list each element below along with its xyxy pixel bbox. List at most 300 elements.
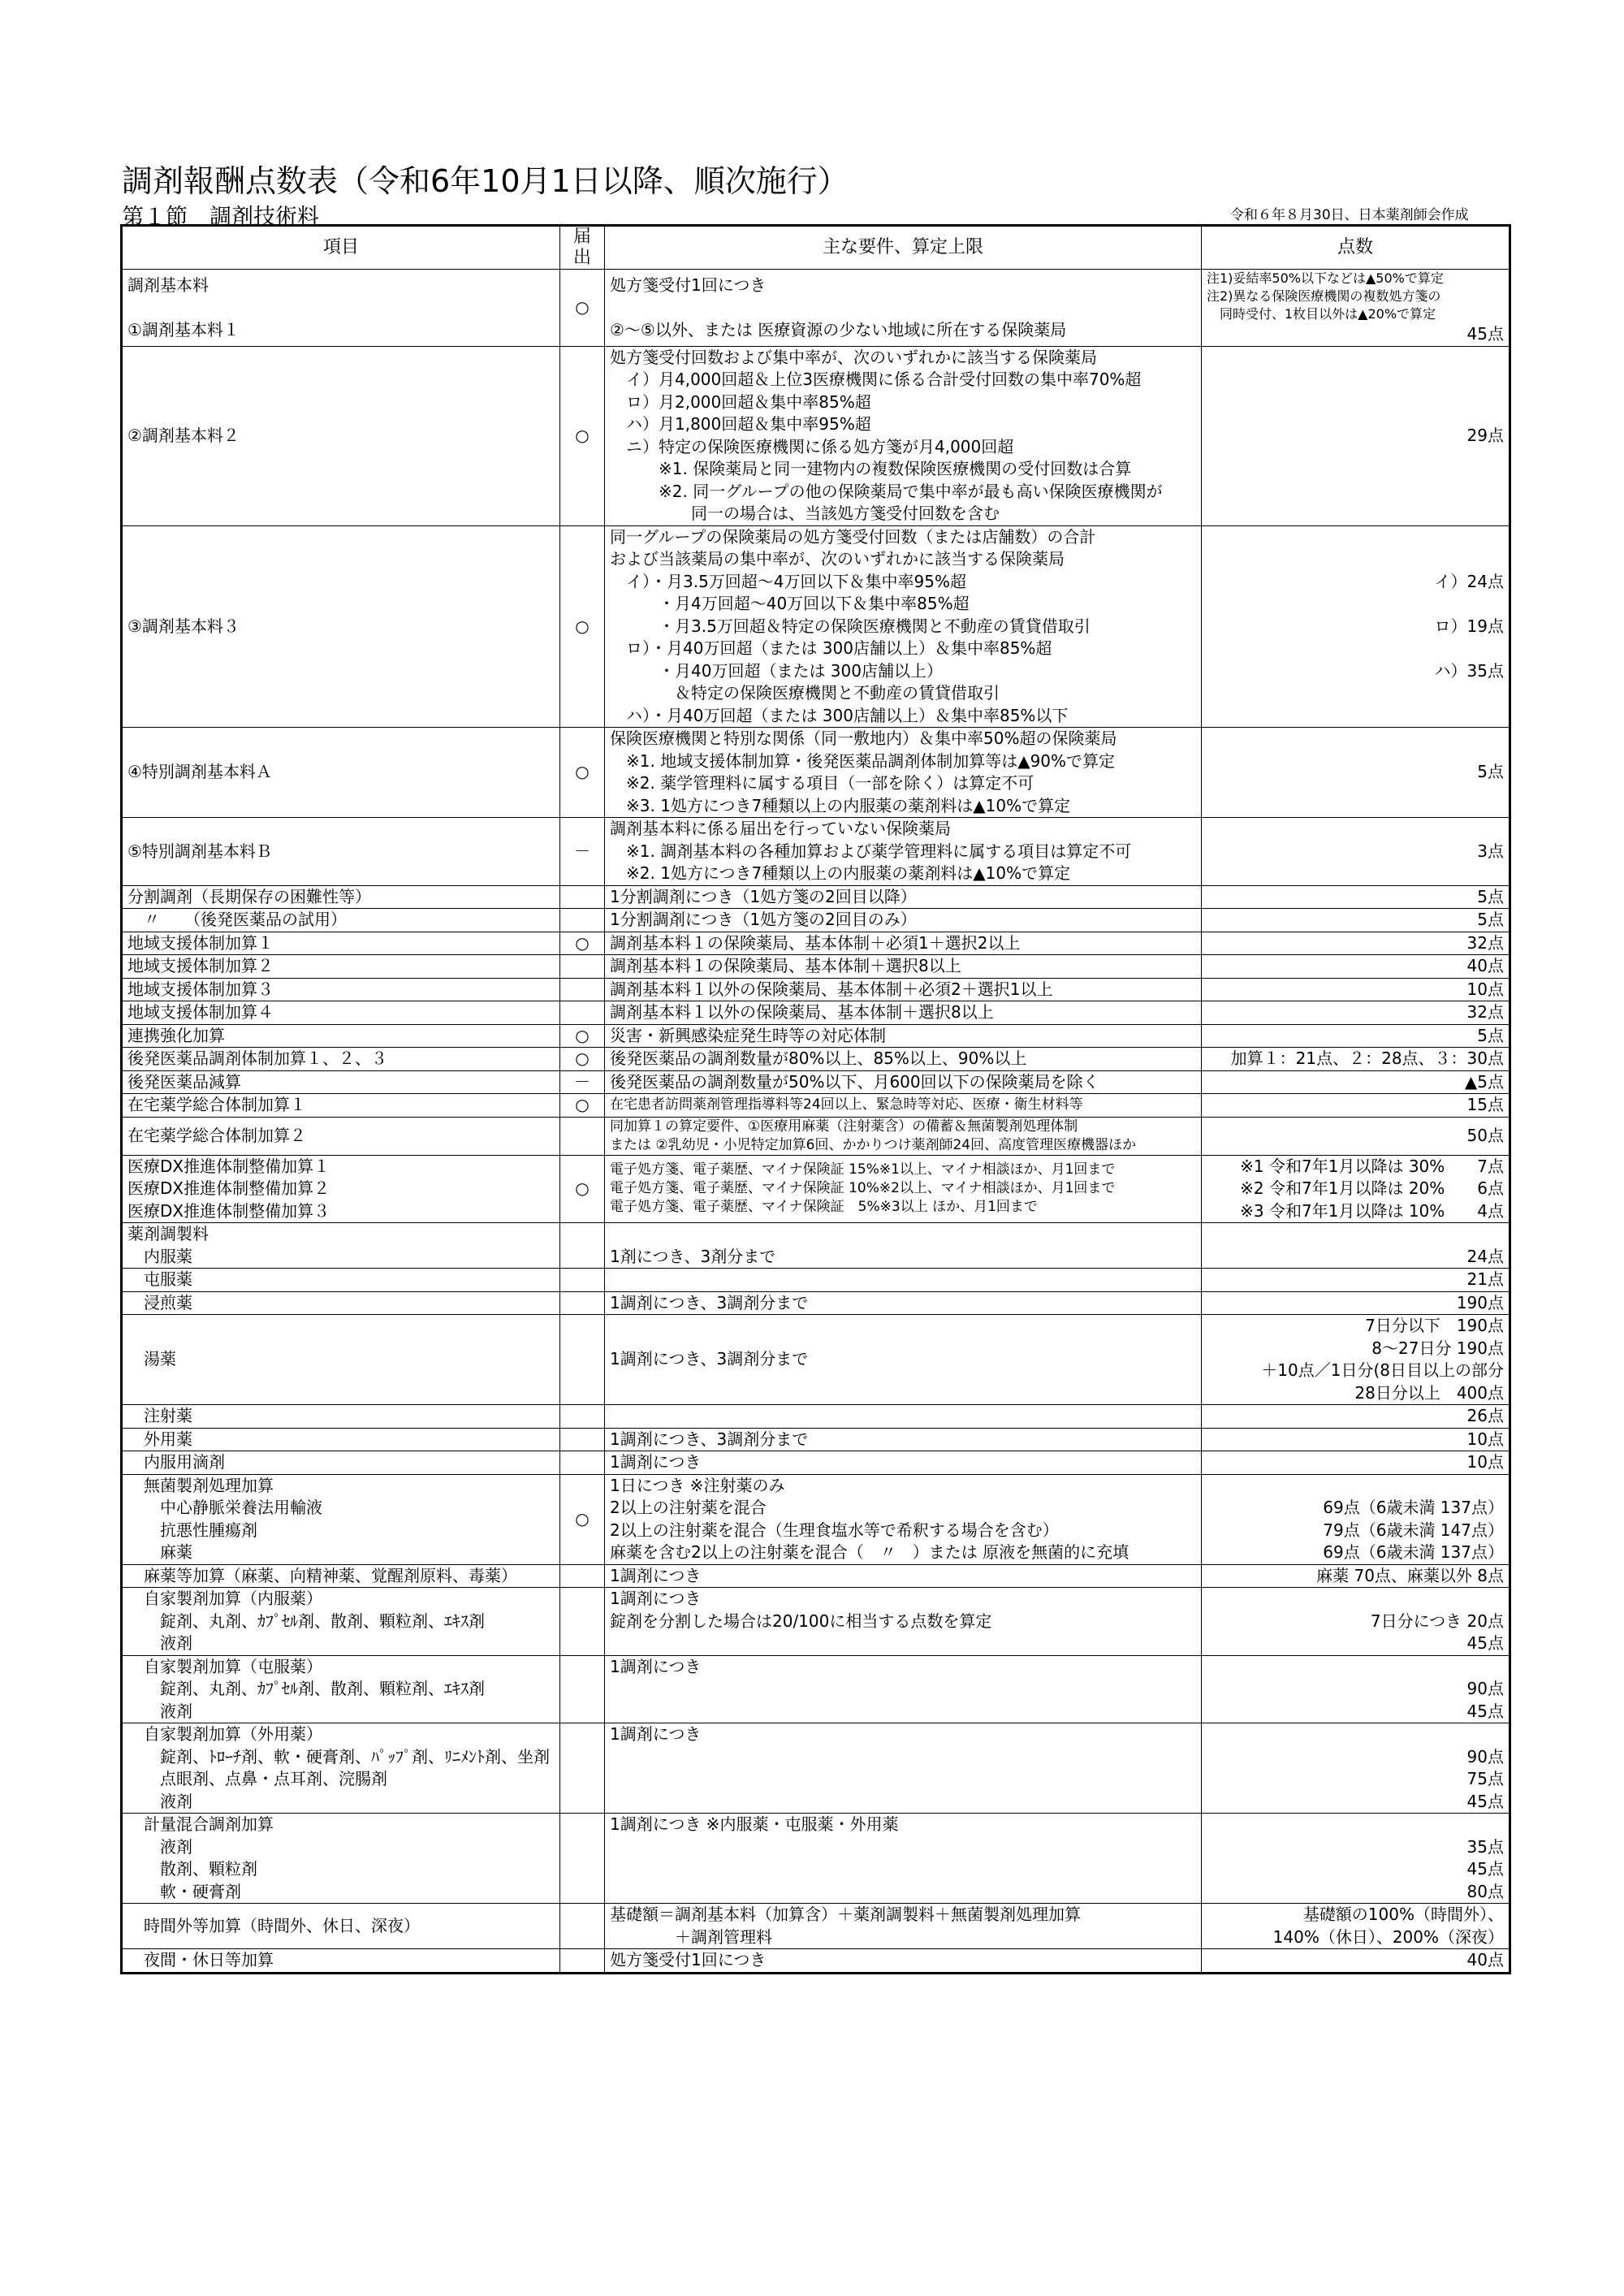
- requirements-cell-line: 同加算１の算定要件、①医療用麻薬（注射薬含）の備蓄＆無菌製剤処理体制: [610, 1118, 1078, 1135]
- points-cell-line: 5点: [1477, 762, 1504, 782]
- item-cell-line: 液剤: [127, 1701, 192, 1721]
- points-cell-line: 麻薬 70点、麻薬以外 8点: [1316, 1565, 1504, 1585]
- todoke-cell: [560, 1814, 605, 1904]
- item-cell: [122, 885, 560, 909]
- requirements-cell-line: ＋調剤管理料: [610, 1926, 772, 1947]
- item-cell-line: ①調剤基本料１: [127, 319, 240, 339]
- requirements-cell-line: 後発医薬品の調剤数量が80%以上、85%以上、90%以上: [610, 1049, 1027, 1068]
- item-cell: [122, 1474, 560, 1564]
- points-cell: [1202, 1269, 1510, 1292]
- header-item: 項目: [122, 226, 560, 270]
- points-cell-line: 32点: [1466, 932, 1504, 953]
- requirements-cell: [605, 1024, 1202, 1048]
- item-cell-line: ④特別調剤基本料Ａ: [127, 762, 272, 782]
- requirements-cell-line: 麻薬を含む2以上の注射薬を混合（ 〃 ）または 原液を無菌的に充填: [610, 1542, 1129, 1562]
- requirements-cell-line: [610, 1632, 1196, 1655]
- todoke-cell: ○: [560, 1048, 605, 1071]
- table-row: [122, 525, 1510, 728]
- points-cell: [1202, 1405, 1510, 1429]
- table-row: [122, 885, 1510, 909]
- item-cell-line: ③調剤基本料３: [127, 616, 240, 636]
- item-cell-line: 在宅薬学総合体制加算２: [127, 1125, 306, 1145]
- requirements-cell-line: ※1. 地域支援体制加算・後発医薬品調剤体制加算等は▲90%で算定: [610, 750, 1116, 771]
- table-row: [122, 1723, 1510, 1814]
- item-cell-line: 〃 （後発医薬品の試用）: [127, 910, 347, 929]
- points-cell: [1202, 1949, 1510, 1974]
- todoke-cell: [560, 1223, 605, 1269]
- points-cell-line: 7日分以下 190点: [1365, 1316, 1504, 1335]
- requirements-cell-line: 電子処方箋、電子薬歴、マイナ保険証 5%※3以上 ほか、月1回まで: [610, 1199, 1038, 1216]
- points-cell-line: 140%（休日）、200%（深夜）: [1272, 1926, 1504, 1947]
- requirements-cell: [605, 1723, 1202, 1814]
- item-cell-line: 後発医薬品減算: [127, 1071, 241, 1092]
- points-cell-line: [1207, 1475, 1504, 1498]
- requirements-cell-line: ロ）・月40万回超（または 300店舗以上）＆集中率85%超: [610, 638, 1052, 658]
- todoke-cell: ○: [560, 270, 605, 347]
- points-cell-line: [1207, 548, 1504, 571]
- todoke-cell: [560, 1315, 605, 1405]
- points-cell: [1202, 728, 1510, 818]
- requirements-cell-line: 同一の場合は、当該処方箋受付回数を含む: [610, 504, 1000, 523]
- points-cell: [1202, 955, 1510, 979]
- requirements-cell: [605, 1155, 1202, 1223]
- requirements-cell-line: ハ）・月40万回超（または 300店舗以上）＆集中率85%以下: [610, 705, 1069, 725]
- requirements-cell-line: 在宅患者訪問薬剤管理指導料等24回以上、緊急時等対応、医療・衛生材料等: [610, 1096, 1083, 1113]
- item-cell: [122, 270, 560, 347]
- requirements-cell: [605, 1223, 1202, 1269]
- todoke-cell: ○: [560, 1024, 605, 1048]
- requirements-cell-line: または ②乳幼児・小児特定加算6回、かかりつけ薬剤師24回、高度管理医療機器ほか: [610, 1136, 1137, 1153]
- requirements-cell-line: ※3. 1処方につき7種類以上の内服薬の薬剤料は▲10%で算定: [610, 795, 1071, 815]
- points-cell-line: 40点: [1466, 956, 1504, 975]
- item-cell: [122, 1117, 560, 1155]
- points-cell: [1202, 1070, 1510, 1094]
- table-row: [122, 270, 1510, 347]
- item-cell-line: 調剤基本料: [127, 275, 209, 295]
- requirements-cell: [605, 978, 1202, 1001]
- todoke-cell: [560, 885, 605, 909]
- todoke-cell: －: [560, 818, 605, 886]
- header-points: 点数: [1202, 226, 1510, 270]
- item-cell-line: 内服薬: [127, 1246, 192, 1266]
- requirements-cell-line: 1剤につき、3剤分まで: [610, 1246, 776, 1266]
- points-cell-line: [1207, 638, 1504, 660]
- points-cell-line: 10点: [1466, 979, 1504, 999]
- points-cell-line: [1207, 705, 1504, 728]
- points-cell-line: 8～27日分 190点: [1371, 1338, 1504, 1358]
- item-cell-line: 後発医薬品調剤体制加算１、２、３: [127, 1049, 387, 1068]
- requirements-cell: [605, 1094, 1202, 1118]
- item-cell-line: 液剤: [127, 1836, 192, 1857]
- item-cell: [122, 818, 560, 886]
- requirements-cell: [605, 932, 1202, 955]
- item-cell-line: 地域支援体制加算２: [127, 956, 274, 975]
- todoke-cell: [560, 1001, 605, 1025]
- requirements-cell-line: [610, 1836, 1196, 1859]
- requirements-cell: [605, 1070, 1202, 1094]
- item-cell-line: 自家製剤加算（屯服薬）: [127, 1656, 322, 1676]
- requirements-cell-line: [610, 1269, 1196, 1291]
- todoke-cell: [560, 1269, 605, 1292]
- requirements-cell: [605, 1269, 1202, 1292]
- requirements-cell-line: [610, 1223, 1196, 1246]
- points-cell: [1202, 1223, 1510, 1269]
- requirements-cell: [605, 1117, 1202, 1155]
- points-cell-line: 50点: [1466, 1125, 1504, 1145]
- points-cell-line: 15点: [1466, 1095, 1504, 1114]
- points-cell: [1202, 1315, 1510, 1405]
- points-cell: [1202, 346, 1510, 525]
- todoke-cell: [560, 1428, 605, 1451]
- table-row: [122, 1315, 1510, 1405]
- points-cell-line: ハ）35点: [1434, 660, 1504, 681]
- points-cell-line: 5点: [1477, 1025, 1504, 1045]
- table-row: [122, 1904, 1510, 1949]
- points-cell-line: 5点: [1477, 910, 1504, 929]
- todoke-cell: [560, 1949, 605, 1974]
- requirements-cell-line: 基礎額＝調剤基本料（加算含）＋薬剤調製料＋無菌製剤処理加算: [610, 1905, 1081, 1924]
- item-cell: [122, 1070, 560, 1094]
- points-cell: [1202, 1155, 1510, 1223]
- requirements-cell-line: [610, 1881, 1196, 1904]
- requirements-cell-line: ニ）特定の保険医療機関に係る処方箋が月4,000回超: [610, 436, 1014, 456]
- requirements-cell: [605, 1001, 1202, 1025]
- item-cell: [122, 1949, 560, 1974]
- item-cell-line: 地域支援体制加算１: [127, 932, 274, 953]
- points-cell-line: [1207, 593, 1504, 616]
- item-cell-line: ②調剤基本料２: [127, 425, 240, 445]
- item-cell-line: 夜間・休日等加算: [127, 1950, 274, 1970]
- requirements-cell: [605, 728, 1202, 818]
- item-cell-line: 中心静脈栄養法用輸液: [127, 1498, 322, 1517]
- item-cell: [122, 346, 560, 525]
- requirements-cell-line: 1調剤につき: [610, 1656, 702, 1676]
- requirements-cell-line: ※1. 調剤基本料の各種加算および薬学管理料に属する項目は算定不可: [610, 841, 1132, 861]
- requirements-cell-line: 1分割調剤につき（1処方箋の2回目のみ）: [610, 910, 917, 929]
- table-row: [122, 1269, 1510, 1292]
- item-cell-line: 地域支援体制加算３: [127, 979, 274, 999]
- points-cell: [1202, 1048, 1510, 1071]
- points-cell-line: 10点: [1466, 1429, 1504, 1449]
- item-cell: [122, 1024, 560, 1048]
- points-cell-line: 35点: [1466, 1836, 1504, 1857]
- todoke-cell: [560, 1117, 605, 1155]
- points-cell: [1202, 1474, 1510, 1564]
- requirements-cell-line: [610, 1678, 1196, 1701]
- item-cell: [122, 1223, 560, 1269]
- requirements-cell-line: イ）月4,000回超＆上位3医療機関に係る合計受付回数の集中率70%超: [610, 370, 1142, 389]
- points-cell: [1202, 1655, 1510, 1723]
- requirements-cell-line: 同一グループの保険薬局の処方箋受付回数（または店舗数）の合計: [610, 526, 1096, 547]
- requirements-cell: [605, 885, 1202, 909]
- item-cell-line: 湯薬: [127, 1349, 176, 1369]
- points-cell-line: ＋10点／1日分(8日目以上の部分: [1261, 1360, 1504, 1380]
- item-cell-line: 時間外等加算（時間外、休日、深夜）: [127, 1915, 420, 1935]
- points-cell-line: 注2)異なる保険医療機関の複数処方箋の: [1207, 288, 1441, 304]
- table-row: [122, 1024, 1510, 1048]
- points-cell: [1202, 1024, 1510, 1048]
- points-cell-line: ロ）19点: [1434, 616, 1504, 636]
- item-cell: [122, 525, 560, 728]
- table-row: [122, 1117, 1510, 1155]
- item-cell-line: 屯服薬: [127, 1269, 192, 1289]
- requirements-cell-line: ・月4万回超～40万回以下＆集中率85%超: [610, 594, 970, 613]
- requirements-cell: [605, 346, 1202, 525]
- table-row: [122, 1094, 1510, 1118]
- points-cell: [1202, 1428, 1510, 1451]
- points-cell: [1202, 1723, 1510, 1814]
- todoke-cell: ○: [560, 1094, 605, 1118]
- todoke-cell: －: [560, 1070, 605, 1094]
- points-cell: [1202, 978, 1510, 1001]
- requirements-cell-line: [610, 1768, 1196, 1791]
- requirements-cell-line: [610, 1701, 1196, 1723]
- requirements-cell: [605, 525, 1202, 728]
- points-cell-line: 28日分以上 400点: [1354, 1382, 1504, 1403]
- requirements-cell-line: ※2. 薬学管理料に属する項目（一部を除く）は算定不可: [610, 773, 1034, 793]
- requirements-cell: [605, 1655, 1202, 1723]
- requirements-cell: [605, 1904, 1202, 1949]
- item-cell: [122, 1001, 560, 1025]
- item-cell: [122, 1564, 560, 1588]
- points-cell-line: 69点（6歳未満 137点）: [1323, 1542, 1504, 1562]
- points-cell-line: 同時受付、1枚目以外は▲20%で算定: [1207, 306, 1436, 322]
- item-cell-line: 麻薬: [127, 1542, 192, 1562]
- requirements-cell-line: 錠剤を分割した場合は20/100に相当する点数を算定: [610, 1611, 992, 1631]
- item-cell: [122, 728, 560, 818]
- requirements-cell-line: 調剤基本料１以外の保険薬局、基本体制＋選択8以上: [610, 1002, 994, 1022]
- requirements-cell: [605, 1451, 1202, 1475]
- fee-table-area: [120, 224, 1509, 1974]
- points-cell: [1202, 1117, 1510, 1155]
- requirements-cell-line: ＆特定の保険医療機関と不動産の賃貸借取引: [610, 683, 1000, 703]
- points-cell-line: 24点: [1466, 1246, 1504, 1266]
- item-cell: [122, 1094, 560, 1118]
- todoke-cell: ○: [560, 1474, 605, 1564]
- points-cell-line: [1207, 682, 1504, 705]
- points-cell-line: 45点: [1466, 1701, 1504, 1721]
- table-row: [122, 818, 1510, 886]
- table-row: [122, 955, 1510, 979]
- requirements-cell-line: 1調剤につき、3調剤分まで: [610, 1429, 809, 1449]
- item-cell-line: 抗悪性腫瘍剤: [127, 1520, 257, 1540]
- table-row: [122, 978, 1510, 1001]
- requirements-cell: [605, 1291, 1202, 1315]
- points-cell-line: 90点: [1466, 1746, 1504, 1766]
- todoke-cell: [560, 1655, 605, 1723]
- points-cell: [1202, 932, 1510, 955]
- table-row: [122, 909, 1510, 932]
- item-cell-line: 錠剤、丸剤、ｶﾌﾟｾﾙ剤、散剤、顆粒剤、ｴｷｽ剤: [127, 1679, 485, 1698]
- table-row: [122, 1588, 1510, 1656]
- points-cell: [1202, 1564, 1510, 1588]
- item-cell: [122, 1904, 560, 1949]
- item-cell-line: 医療DX推進体制整備加算２: [127, 1178, 330, 1198]
- requirements-cell-line: 電子処方箋、電子薬歴、マイナ保険証 10%※2以上、マイナ相談ほか、月1回まで: [610, 1180, 1116, 1197]
- todoke-cell: ○: [560, 728, 605, 818]
- requirements-cell-line: 処方箋受付1回につき: [610, 1950, 767, 1970]
- table-row: [122, 1070, 1510, 1094]
- requirements-cell: [605, 1474, 1202, 1564]
- points-cell: [1202, 1001, 1510, 1025]
- item-cell-line: 連携強化加算: [127, 1025, 225, 1045]
- points-cell-line: [1207, 1223, 1504, 1246]
- points-cell-line: [1207, 1588, 1504, 1611]
- requirements-cell: [605, 1428, 1202, 1451]
- requirements-cell-line: ※2. 1処方につき7種類以上の内服薬の薬剤料は▲10%で算定: [610, 863, 1071, 883]
- points-cell-line: ※2 令和7年1月以降は 20% 6点: [1240, 1178, 1504, 1198]
- requirements-cell-line: 1調剤につき: [610, 1565, 702, 1585]
- requirements-cell-line: 1調剤につき ※内服薬・屯服薬・外用薬: [610, 1814, 899, 1834]
- points-cell: [1202, 1588, 1510, 1656]
- todoke-cell: ○: [560, 525, 605, 728]
- todoke-cell: [560, 1723, 605, 1814]
- item-cell: [122, 1814, 560, 1904]
- requirements-cell-line: 1調剤につき、3調剤分まで: [610, 1349, 809, 1369]
- requirements-cell-line: 2以上の注射薬を混合: [610, 1498, 767, 1517]
- requirements-cell-line: [610, 296, 1196, 319]
- requirements-cell-line: [610, 1858, 1196, 1881]
- requirements-cell-line: 1分割調剤につき（1処方箋の2回目以降）: [610, 886, 917, 906]
- item-cell-line: 浸煎薬: [127, 1292, 192, 1312]
- points-cell-line: 29点: [1466, 425, 1504, 445]
- todoke-cell: [560, 955, 605, 979]
- points-cell: [1202, 1904, 1510, 1949]
- requirements-cell-line: 1日につき ※注射薬のみ: [610, 1475, 785, 1495]
- item-cell-line: [127, 296, 555, 319]
- table-row: [122, 1474, 1510, 1564]
- requirements-cell-line: ・月3.5万回超＆特定の保険医療機関と不動産の賃貸借取引: [610, 616, 1091, 636]
- points-cell-line: 40点: [1466, 1950, 1504, 1970]
- table-row: [122, 1655, 1510, 1723]
- points-cell-line: 基礎額の100%（時間外）、: [1302, 1905, 1504, 1924]
- points-cell-line: 79点（6歳未満 147点）: [1323, 1520, 1504, 1540]
- points-cell-line: 加算１：21点、２：28点、３：30点: [1230, 1049, 1504, 1068]
- requirements-cell-line: ②～⑤以外、または 医療資源の少ない地域に所在する保険薬局: [610, 319, 1067, 339]
- header-todoke: 届出: [560, 226, 605, 270]
- item-cell: [122, 1588, 560, 1656]
- item-cell-line: 無菌製剤処理加算: [127, 1475, 274, 1495]
- requirements-cell-line: 2以上の注射薬を混合（生理食塩水等で希釈する場合を含む）: [610, 1520, 1059, 1540]
- table-row: [122, 346, 1510, 525]
- item-cell-line: 外用薬: [127, 1429, 192, 1449]
- todoke-cell: [560, 1451, 605, 1475]
- requirements-cell: [605, 270, 1202, 347]
- requirements-cell-line: ※2. 同一グループの他の保険薬局で集中率が最も高い保険医療機関が: [610, 481, 1163, 501]
- todoke-cell: [560, 1588, 605, 1656]
- points-cell: [1202, 525, 1510, 728]
- requirements-cell: [605, 955, 1202, 979]
- item-cell: [122, 1655, 560, 1723]
- requirements-cell-line: 調剤基本料１以外の保険薬局、基本体制＋必須2＋選択1以上: [610, 979, 1053, 999]
- section-title: 第１節 調剤技術料: [122, 205, 319, 230]
- table-row: [122, 1223, 1510, 1269]
- item-cell-line: 点眼剤、点鼻・点耳剤、浣腸剤: [127, 1769, 387, 1788]
- points-cell: [1202, 270, 1510, 347]
- item-cell: [122, 1405, 560, 1429]
- points-cell-line: 注1)妥結率50%以下などは▲50%で算定: [1207, 270, 1444, 286]
- requirements-cell: [605, 1405, 1202, 1429]
- todoke-cell: [560, 1405, 605, 1429]
- fee-table: [120, 224, 1511, 1974]
- requirements-cell: [605, 1949, 1202, 1974]
- table-row: [122, 932, 1510, 955]
- todoke-cell: [560, 1291, 605, 1315]
- requirements-cell-line: 処方箋受付1回につき: [610, 275, 767, 295]
- points-cell-line: 45点: [1466, 1859, 1504, 1879]
- requirements-cell-line: 保険医療機関と特別な関係（同一敷地内）＆集中率50%超の保険薬局: [610, 729, 1117, 748]
- points-cell-line: [1207, 1814, 1504, 1836]
- points-cell-line: 5点: [1477, 886, 1504, 906]
- item-cell-line: 自家製剤加算（外用薬）: [127, 1724, 322, 1744]
- todoke-cell: [560, 978, 605, 1001]
- todoke-cell: ○: [560, 346, 605, 525]
- item-cell-line: 液剤: [127, 1791, 192, 1811]
- requirements-cell-line: ロ）月2,000回超＆集中率85%超: [610, 391, 871, 412]
- requirements-cell-line: 1調剤につき、3調剤分まで: [610, 1292, 809, 1312]
- item-cell: [122, 978, 560, 1001]
- points-cell-line: 45点: [1466, 1791, 1504, 1811]
- header-requirements: 主な要件、算定上限: [605, 226, 1202, 270]
- todoke-cell: ○: [560, 1155, 605, 1223]
- points-cell-line: イ）24点: [1434, 571, 1504, 591]
- item-cell: [122, 1155, 560, 1223]
- item-cell: [122, 1315, 560, 1405]
- requirements-cell-line: [610, 1791, 1196, 1814]
- requirements-cell: [605, 1564, 1202, 1588]
- item-cell: [122, 1048, 560, 1071]
- table-row: [122, 728, 1510, 818]
- requirements-cell-line: 災害・新興感染症発生時等の対応体制: [610, 1025, 886, 1045]
- requirements-cell-line: [610, 1746, 1196, 1769]
- table-body: [122, 270, 1510, 1974]
- item-cell-line: 注射薬: [127, 1406, 192, 1425]
- table-row: [122, 1564, 1510, 1588]
- table-row: [122, 1451, 1510, 1475]
- item-cell-line: 薬剤調製料: [127, 1224, 209, 1243]
- points-cell-line: 26点: [1466, 1406, 1504, 1425]
- points-cell: [1202, 818, 1510, 886]
- item-cell: [122, 1451, 560, 1475]
- requirements-cell-line: および当該薬局の集中率が、次のいずれかに該当する保険薬局: [610, 549, 1065, 569]
- points-cell-line: 190点: [1456, 1292, 1504, 1312]
- points-cell-line: 7日分につき 20点: [1370, 1611, 1504, 1631]
- item-cell-line: 錠剤、ﾄﾛｰﾁ剤、軟・硬膏剤、ﾊﾟｯﾌﾟ剤、ﾘﾆﾒﾝﾄ剤、坐剤: [127, 1746, 550, 1766]
- item-cell-line: 分割調剤（長期保存の困難性等）: [127, 886, 371, 906]
- table-row: [122, 1428, 1510, 1451]
- item-cell: [122, 932, 560, 955]
- points-cell-line: 45点: [1466, 1633, 1504, 1653]
- table-row: [122, 1814, 1510, 1904]
- points-cell-line: 69点（6歳未満 137点）: [1323, 1498, 1504, 1517]
- requirements-cell-line: 1調剤につき: [610, 1452, 702, 1472]
- requirements-cell-line: 後発医薬品の調剤数量が50%以下、月600回以下の保険薬局を除く: [610, 1071, 1099, 1092]
- item-cell: [122, 955, 560, 979]
- points-cell: [1202, 1291, 1510, 1315]
- table-row: [122, 1155, 1510, 1223]
- todoke-cell: [560, 1904, 605, 1949]
- item-cell: [122, 1428, 560, 1451]
- todoke-cell: [560, 909, 605, 932]
- requirements-cell: [605, 1588, 1202, 1656]
- item-cell-line: 計量混合調剤加算: [127, 1814, 274, 1834]
- points-cell-line: 3点: [1477, 841, 1504, 861]
- points-cell-line: ※1 令和7年1月以降は 30% 7点: [1240, 1156, 1504, 1176]
- points-cell: [1202, 1094, 1510, 1118]
- points-cell: [1202, 885, 1510, 909]
- item-cell-line: 地域支援体制加算４: [127, 1002, 274, 1022]
- todoke-cell: ○: [560, 932, 605, 955]
